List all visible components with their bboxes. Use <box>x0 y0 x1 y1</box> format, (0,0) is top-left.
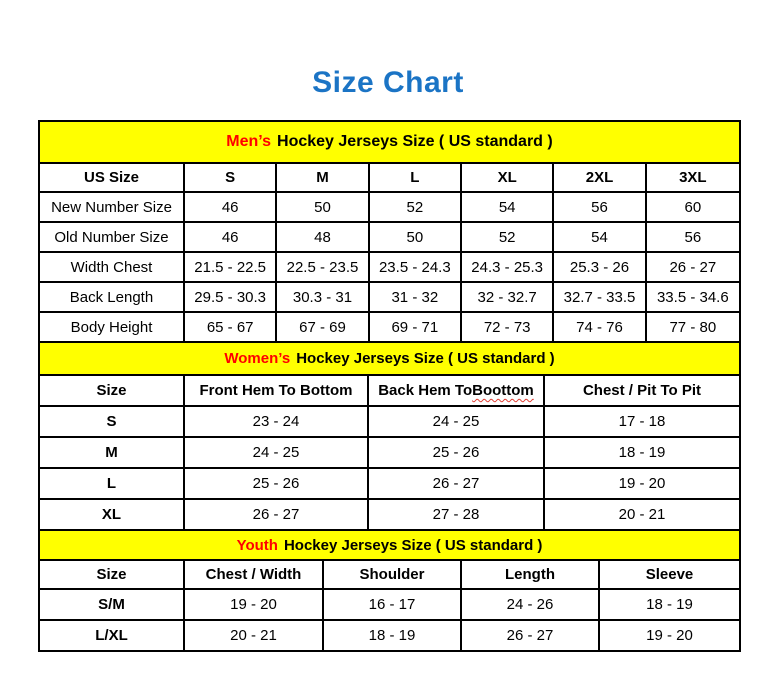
youth-header-cell: Chest / Width <box>185 561 324 588</box>
mens-data-cell: 77 - 80 <box>669 318 717 336</box>
youth-data-cell: 18 - 19 <box>646 596 693 613</box>
mens-header-cell: M <box>277 164 369 191</box>
mens-row-label: Body Height <box>40 313 185 341</box>
youth-section-header <box>40 531 739 561</box>
womens-data-cell: 24 - 25 <box>185 438 369 467</box>
mens-data-cell: 56 <box>684 228 702 246</box>
womens-table-row <box>40 469 739 500</box>
misspelled-word: Boottom <box>472 382 534 399</box>
youth-table-row <box>40 621 739 650</box>
mens-data-cell: 52 <box>370 193 462 221</box>
mens-header-cell: 3XL <box>679 169 707 186</box>
mens-row-label: New Number Size <box>40 193 185 221</box>
womens-data-cell: 23 - 24 <box>185 407 369 436</box>
mens-data-cell: 65 - 67 <box>185 313 277 341</box>
mens-row-label: Back Length <box>40 283 185 311</box>
mens-data-cell: 29.5 - 30.3 <box>185 283 277 311</box>
womens-data-cell: 27 - 28 <box>369 500 545 529</box>
mens-data-cell: 22.5 - 23.5 <box>277 253 369 281</box>
womens-section-title: Hockey Jerseys Size ( US standard ) <box>296 350 555 367</box>
youth-section-highlight: Youth <box>236 536 278 554</box>
page-title: Size Chart <box>312 66 464 99</box>
womens-row-label: M <box>40 438 185 467</box>
womens-section-highlight: Women’s <box>224 350 291 367</box>
womens-section-header <box>40 343 739 376</box>
mens-data-cell: 31 - 32 <box>370 283 462 311</box>
mens-table-row <box>40 283 739 313</box>
mens-header-cell: S <box>185 164 277 191</box>
mens-data-cell: 26 - 27 <box>669 258 717 276</box>
mens-header-cell: XL <box>462 164 554 191</box>
mens-data-cell: 25.3 - 26 <box>554 253 646 281</box>
mens-header-cell: US Size <box>40 164 185 191</box>
youth-data-cell: 24 - 26 <box>462 590 600 619</box>
youth-section-title: Hockey Jerseys Size ( US standard ) <box>283 536 543 554</box>
womens-header-text: Back Hem To <box>378 382 473 399</box>
womens-header-row <box>40 376 739 407</box>
size-chart-tables <box>38 120 741 652</box>
womens-table-row <box>40 438 739 469</box>
mens-data-cell: 54 <box>462 193 554 221</box>
youth-header-row <box>40 561 739 590</box>
mens-data-cell: 52 <box>462 223 554 251</box>
mens-data-cell: 74 - 76 <box>554 313 646 341</box>
mens-table-row <box>40 313 739 343</box>
youth-data-cell: 19 - 20 <box>185 590 324 619</box>
womens-data-cell: 24 - 25 <box>369 407 545 436</box>
mens-header-cell: L <box>370 164 462 191</box>
mens-data-cell: 67 - 69 <box>277 313 369 341</box>
mens-table-row <box>40 223 739 253</box>
mens-data-cell: 32 - 32.7 <box>462 283 554 311</box>
womens-header-cell: Front Hem To Bottom <box>185 376 369 405</box>
mens-data-cell: 50 <box>370 223 462 251</box>
womens-table-row <box>40 407 739 438</box>
womens-data-cell: 25 - 26 <box>369 438 545 467</box>
youth-row-label: S/M <box>40 590 185 619</box>
mens-data-cell: 54 <box>554 223 646 251</box>
youth-header-cell: Size <box>40 561 185 588</box>
youth-data-cell: 20 - 21 <box>185 621 324 650</box>
mens-section-highlight: Men’s <box>226 133 272 150</box>
womens-data-cell: 18 - 19 <box>618 444 666 461</box>
mens-row-label: Old Number Size <box>40 223 185 251</box>
mens-data-cell: 50 <box>277 193 369 221</box>
mens-data-cell: 46 <box>185 223 277 251</box>
mens-section-title: Hockey Jerseys Size ( US standard ) <box>277 133 553 150</box>
mens-data-cell: 23.5 - 24.3 <box>370 253 462 281</box>
youth-data-cell: 26 - 27 <box>462 621 600 650</box>
womens-data-cell: 26 - 27 <box>369 469 545 498</box>
mens-data-cell: 32.7 - 33.5 <box>554 283 646 311</box>
womens-row-label: XL <box>40 500 185 529</box>
mens-data-cell: 33.5 - 34.6 <box>656 288 729 306</box>
mens-table-row <box>40 193 739 223</box>
womens-data-cell: 25 - 26 <box>185 469 369 498</box>
womens-row-label: S <box>40 407 185 436</box>
mens-data-cell: 56 <box>554 193 646 221</box>
youth-header-cell: Sleeve <box>645 566 694 583</box>
mens-header-row <box>40 164 739 193</box>
womens-data-cell: 26 - 27 <box>185 500 369 529</box>
youth-data-cell: 19 - 20 <box>646 627 693 644</box>
womens-row-label: L <box>40 469 185 498</box>
womens-table-row <box>40 500 739 531</box>
mens-data-cell: 46 <box>185 193 277 221</box>
womens-header-cell <box>369 376 545 405</box>
mens-table-row <box>40 253 739 283</box>
mens-section-header <box>40 122 739 164</box>
youth-table-row <box>40 590 739 621</box>
youth-data-cell: 16 - 17 <box>324 590 462 619</box>
mens-data-cell: 72 - 73 <box>462 313 554 341</box>
womens-header-cell: Chest / Pit To Pit <box>582 382 702 399</box>
womens-header-cell: Size <box>40 376 185 405</box>
youth-header-cell: Length <box>462 561 600 588</box>
mens-data-cell: 69 - 71 <box>370 313 462 341</box>
mens-data-cell: 48 <box>277 223 369 251</box>
mens-data-cell: 24.3 - 25.3 <box>462 253 554 281</box>
mens-data-cell: 30.3 - 31 <box>277 283 369 311</box>
youth-row-label: L/XL <box>40 621 185 650</box>
womens-data-cell: 17 - 18 <box>618 413 666 430</box>
mens-header-cell: 2XL <box>554 164 646 191</box>
mens-data-cell: 60 <box>684 198 702 216</box>
youth-data-cell: 18 - 19 <box>324 621 462 650</box>
mens-row-label: Width Chest <box>40 253 185 281</box>
youth-header-cell: Shoulder <box>324 561 462 588</box>
mens-data-cell: 21.5 - 22.5 <box>185 253 277 281</box>
womens-data-cell: 20 - 21 <box>618 506 666 523</box>
womens-data-cell: 19 - 20 <box>618 475 666 492</box>
